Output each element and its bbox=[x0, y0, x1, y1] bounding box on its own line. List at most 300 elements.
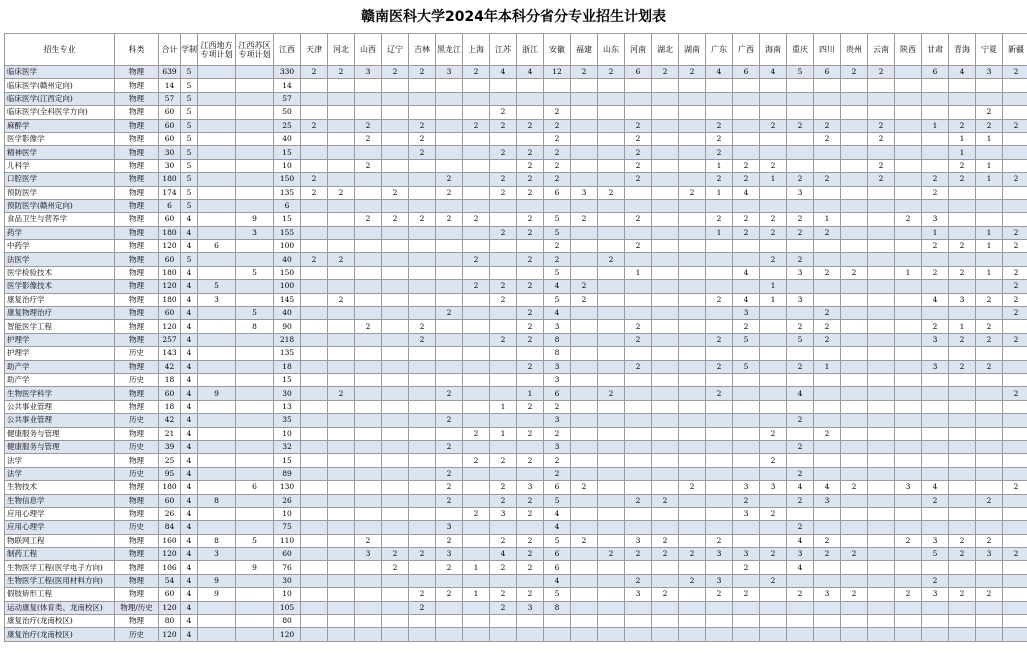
quota-cell: 3 bbox=[895, 481, 922, 494]
quota-cell: 2 bbox=[436, 561, 463, 574]
quota-cell: 2 bbox=[922, 266, 949, 279]
quota-cell bbox=[652, 119, 679, 132]
quota-cell bbox=[1003, 253, 1027, 266]
quota-cell: 60 bbox=[159, 253, 181, 266]
column-header: 江西苏区专项计划 bbox=[236, 34, 274, 66]
quota-cell bbox=[463, 494, 490, 507]
quota-cell bbox=[490, 92, 517, 105]
quota-cell bbox=[517, 467, 544, 480]
quota-cell: 2 bbox=[409, 548, 436, 561]
quota-cell bbox=[652, 414, 679, 427]
quota-cell bbox=[236, 548, 274, 561]
quota-cell: 4 bbox=[544, 507, 571, 520]
quota-cell bbox=[328, 548, 355, 561]
quota-cell bbox=[868, 199, 895, 212]
subject-category-cell: 物理 bbox=[115, 387, 159, 400]
quota-cell: 4 bbox=[181, 400, 198, 413]
quota-cell bbox=[490, 79, 517, 92]
subject-category-cell: 历史 bbox=[115, 467, 159, 480]
quota-cell bbox=[949, 186, 976, 199]
quota-cell bbox=[382, 146, 409, 159]
column-header: 学制 bbox=[181, 34, 198, 66]
table-row bbox=[5, 253, 1027, 266]
quota-cell bbox=[1003, 601, 1027, 614]
quota-cell bbox=[382, 414, 409, 427]
quota-cell: 4 bbox=[181, 414, 198, 427]
quota-cell bbox=[236, 79, 274, 92]
quota-cell bbox=[1003, 414, 1027, 427]
table-row bbox=[5, 561, 1027, 574]
quota-cell bbox=[328, 373, 355, 386]
quota-cell: 2 bbox=[949, 548, 976, 561]
quota-cell: 2 bbox=[409, 119, 436, 132]
quota-cell: 4 bbox=[922, 481, 949, 494]
subject-category-cell: 物理 bbox=[115, 199, 159, 212]
column-header: 重庆 bbox=[787, 34, 814, 66]
quota-cell bbox=[517, 266, 544, 279]
quota-cell: 2 bbox=[463, 427, 490, 440]
quota-cell: 3 bbox=[733, 481, 760, 494]
quota-cell: 1 bbox=[517, 387, 544, 400]
quota-cell: 2 bbox=[436, 440, 463, 453]
quota-cell bbox=[679, 280, 706, 293]
quota-cell: 2 bbox=[436, 213, 463, 226]
quota-cell bbox=[301, 507, 328, 520]
quota-cell: 2 bbox=[814, 132, 841, 145]
quota-cell bbox=[382, 628, 409, 641]
quota-cell: 2 bbox=[436, 467, 463, 480]
quota-cell bbox=[382, 467, 409, 480]
quota-cell: 3 bbox=[436, 521, 463, 534]
quota-cell: 3 bbox=[198, 548, 236, 561]
quota-cell bbox=[598, 146, 625, 159]
subject-category-cell: 物理 bbox=[115, 548, 159, 561]
quota-cell bbox=[706, 628, 733, 641]
quota-cell bbox=[760, 521, 787, 534]
quota-cell bbox=[463, 440, 490, 453]
quota-cell: 4 bbox=[181, 333, 198, 346]
quota-cell: 2 bbox=[814, 534, 841, 547]
major-name-cell: 助产学 bbox=[5, 373, 115, 386]
quota-cell bbox=[544, 628, 571, 641]
quota-cell bbox=[355, 240, 382, 253]
quota-cell: 330 bbox=[274, 66, 301, 79]
quota-cell bbox=[382, 615, 409, 628]
table-row bbox=[5, 615, 1027, 628]
quota-cell: 2 bbox=[760, 454, 787, 467]
quota-cell: 2 bbox=[760, 159, 787, 172]
quota-cell: 2 bbox=[301, 119, 328, 132]
quota-cell bbox=[436, 92, 463, 105]
quota-cell: 1 bbox=[949, 320, 976, 333]
table-row bbox=[5, 226, 1027, 239]
quota-cell: 2 bbox=[976, 293, 1003, 306]
quota-cell bbox=[328, 360, 355, 373]
quota-cell bbox=[517, 92, 544, 105]
quota-cell: 2 bbox=[706, 132, 733, 145]
quota-cell bbox=[198, 427, 236, 440]
quota-cell bbox=[301, 333, 328, 346]
quota-cell: 3 bbox=[544, 414, 571, 427]
quota-cell: 18 bbox=[159, 400, 181, 413]
quota-cell bbox=[409, 159, 436, 172]
quota-cell bbox=[571, 119, 598, 132]
quota-cell bbox=[949, 92, 976, 105]
quota-cell bbox=[679, 320, 706, 333]
quota-cell bbox=[868, 213, 895, 226]
quota-cell bbox=[625, 427, 652, 440]
quota-cell bbox=[236, 347, 274, 360]
quota-cell: 2 bbox=[544, 132, 571, 145]
quota-cell: 60 bbox=[159, 494, 181, 507]
quota-cell: 2 bbox=[625, 360, 652, 373]
quota-cell: 1 bbox=[922, 226, 949, 239]
subject-category-cell: 物理 bbox=[115, 293, 159, 306]
quota-cell bbox=[571, 387, 598, 400]
quota-cell: 14 bbox=[159, 79, 181, 92]
quota-cell bbox=[652, 307, 679, 320]
subject-category-cell: 历史 bbox=[115, 628, 159, 641]
quota-cell bbox=[463, 132, 490, 145]
quota-cell bbox=[301, 400, 328, 413]
quota-cell: 2 bbox=[679, 66, 706, 79]
quota-cell bbox=[841, 427, 868, 440]
quota-cell bbox=[949, 561, 976, 574]
table-row bbox=[5, 146, 1027, 159]
quota-cell bbox=[598, 226, 625, 239]
quota-cell bbox=[922, 132, 949, 145]
column-header: 云南 bbox=[868, 34, 895, 66]
quota-cell bbox=[236, 494, 274, 507]
column-header: 广西 bbox=[733, 34, 760, 66]
quota-cell bbox=[679, 400, 706, 413]
quota-cell bbox=[895, 186, 922, 199]
quota-cell bbox=[236, 92, 274, 105]
quota-cell bbox=[571, 400, 598, 413]
quota-cell bbox=[198, 253, 236, 266]
quota-cell bbox=[571, 79, 598, 92]
quota-cell bbox=[301, 588, 328, 601]
quota-cell bbox=[760, 266, 787, 279]
quota-cell: 30 bbox=[159, 146, 181, 159]
quota-cell: 40 bbox=[274, 132, 301, 145]
quota-cell bbox=[328, 226, 355, 239]
quota-cell: 89 bbox=[274, 467, 301, 480]
quota-cell: 2 bbox=[760, 253, 787, 266]
quota-cell bbox=[328, 481, 355, 494]
quota-cell: 1 bbox=[814, 213, 841, 226]
quota-cell: 4 bbox=[544, 521, 571, 534]
quota-cell: 2 bbox=[706, 293, 733, 306]
quota-cell bbox=[409, 521, 436, 534]
quota-cell bbox=[436, 266, 463, 279]
quota-cell: 3 bbox=[787, 266, 814, 279]
quota-cell bbox=[706, 253, 733, 266]
quota-cell bbox=[598, 119, 625, 132]
quota-cell: 2 bbox=[949, 333, 976, 346]
quota-cell bbox=[1003, 360, 1027, 373]
quota-cell: 40 bbox=[274, 307, 301, 320]
quota-cell: 2 bbox=[625, 574, 652, 587]
quota-cell bbox=[976, 307, 1003, 320]
quota-cell bbox=[760, 588, 787, 601]
quota-cell bbox=[841, 253, 868, 266]
quota-cell bbox=[328, 454, 355, 467]
quota-cell: 30 bbox=[274, 387, 301, 400]
quota-cell bbox=[382, 92, 409, 105]
quota-cell bbox=[598, 561, 625, 574]
quota-cell bbox=[706, 494, 733, 507]
quota-cell bbox=[706, 561, 733, 574]
quota-cell bbox=[328, 79, 355, 92]
quota-cell bbox=[625, 92, 652, 105]
quota-cell bbox=[949, 106, 976, 119]
quota-cell bbox=[463, 347, 490, 360]
quota-cell: 1 bbox=[922, 119, 949, 132]
quota-cell bbox=[841, 494, 868, 507]
quota-cell bbox=[463, 387, 490, 400]
quota-cell: 4 bbox=[181, 574, 198, 587]
quota-cell bbox=[814, 574, 841, 587]
quota-cell bbox=[571, 240, 598, 253]
quota-cell: 2 bbox=[868, 159, 895, 172]
quota-cell bbox=[868, 615, 895, 628]
quota-cell: 32 bbox=[274, 440, 301, 453]
quota-cell bbox=[652, 427, 679, 440]
quota-cell bbox=[625, 561, 652, 574]
quota-cell bbox=[198, 615, 236, 628]
quota-cell bbox=[760, 561, 787, 574]
major-name-cell: 健康服务与管理 bbox=[5, 427, 115, 440]
quota-cell bbox=[733, 387, 760, 400]
quota-cell bbox=[490, 440, 517, 453]
quota-cell bbox=[382, 427, 409, 440]
quota-cell bbox=[355, 521, 382, 534]
quota-cell: 2 bbox=[787, 213, 814, 226]
quota-cell bbox=[598, 507, 625, 520]
quota-cell bbox=[463, 106, 490, 119]
quota-cell bbox=[625, 601, 652, 614]
quota-cell: 2 bbox=[436, 186, 463, 199]
quota-cell bbox=[301, 240, 328, 253]
subject-category-cell: 历史 bbox=[115, 373, 159, 386]
quota-cell bbox=[922, 507, 949, 520]
table-row bbox=[5, 548, 1027, 561]
quota-cell bbox=[355, 307, 382, 320]
quota-cell bbox=[517, 199, 544, 212]
quota-cell: 80 bbox=[159, 615, 181, 628]
quota-cell bbox=[409, 92, 436, 105]
quota-cell: 2 bbox=[949, 588, 976, 601]
quota-cell bbox=[760, 601, 787, 614]
quota-cell bbox=[841, 628, 868, 641]
quota-cell bbox=[895, 347, 922, 360]
major-name-cell: 预防医学 bbox=[5, 186, 115, 199]
quota-cell bbox=[301, 266, 328, 279]
column-header: 浙江 bbox=[517, 34, 544, 66]
quota-cell bbox=[868, 467, 895, 480]
quota-cell bbox=[436, 628, 463, 641]
quota-cell: 2 bbox=[490, 146, 517, 159]
quota-cell bbox=[571, 588, 598, 601]
quota-cell: 4 bbox=[517, 66, 544, 79]
quota-cell: 2 bbox=[436, 588, 463, 601]
quota-cell: 25 bbox=[274, 119, 301, 132]
quota-cell bbox=[976, 574, 1003, 587]
quota-cell bbox=[679, 119, 706, 132]
quota-cell bbox=[598, 173, 625, 186]
quota-cell: 2 bbox=[814, 333, 841, 346]
table-row bbox=[5, 360, 1027, 373]
quota-cell bbox=[598, 481, 625, 494]
table-row bbox=[5, 521, 1027, 534]
quota-cell: 4 bbox=[181, 360, 198, 373]
quota-cell bbox=[679, 293, 706, 306]
quota-cell bbox=[625, 79, 652, 92]
table-row bbox=[5, 293, 1027, 306]
quota-cell bbox=[571, 347, 598, 360]
major-name-cell: 法学 bbox=[5, 467, 115, 480]
quota-cell: 14 bbox=[274, 79, 301, 92]
quota-cell: 3 bbox=[544, 373, 571, 386]
quota-cell bbox=[841, 159, 868, 172]
quota-cell bbox=[598, 414, 625, 427]
major-name-cell: 应用心理学 bbox=[5, 507, 115, 520]
quota-cell bbox=[895, 548, 922, 561]
quota-cell bbox=[409, 360, 436, 373]
quota-cell: 2 bbox=[490, 280, 517, 293]
quota-cell bbox=[814, 92, 841, 105]
quota-cell bbox=[949, 253, 976, 266]
quota-cell: 2 bbox=[436, 534, 463, 547]
quota-cell bbox=[895, 561, 922, 574]
quota-cell: 2 bbox=[1003, 280, 1027, 293]
quota-cell bbox=[328, 467, 355, 480]
quota-cell: 180 bbox=[159, 173, 181, 186]
quota-cell: 5 bbox=[787, 333, 814, 346]
quota-cell: 95 bbox=[159, 467, 181, 480]
quota-cell bbox=[814, 253, 841, 266]
table-row bbox=[5, 199, 1027, 212]
quota-cell bbox=[355, 574, 382, 587]
quota-cell bbox=[949, 307, 976, 320]
quota-cell bbox=[409, 440, 436, 453]
quota-cell: 2 bbox=[544, 467, 571, 480]
major-name-cell: 生物信息学 bbox=[5, 494, 115, 507]
column-header: 湖北 bbox=[652, 34, 679, 66]
quota-cell bbox=[409, 307, 436, 320]
quota-cell bbox=[301, 92, 328, 105]
quota-cell: 5 bbox=[181, 119, 198, 132]
quota-cell bbox=[355, 360, 382, 373]
quota-cell bbox=[328, 574, 355, 587]
major-name-cell: 生物医学科学 bbox=[5, 387, 115, 400]
quota-cell bbox=[1003, 320, 1027, 333]
quota-cell: 3 bbox=[544, 320, 571, 333]
quota-cell bbox=[652, 280, 679, 293]
quota-cell bbox=[571, 226, 598, 239]
quota-cell: 3 bbox=[949, 293, 976, 306]
quota-cell bbox=[814, 400, 841, 413]
quota-cell bbox=[1003, 454, 1027, 467]
quota-cell bbox=[841, 400, 868, 413]
quota-cell bbox=[922, 199, 949, 212]
quota-cell: 2 bbox=[355, 159, 382, 172]
quota-cell bbox=[733, 373, 760, 386]
quota-cell bbox=[198, 561, 236, 574]
quota-cell bbox=[544, 615, 571, 628]
quota-cell bbox=[841, 173, 868, 186]
quota-cell: 2 bbox=[922, 574, 949, 587]
quota-cell bbox=[328, 494, 355, 507]
quota-cell bbox=[760, 240, 787, 253]
quota-cell bbox=[598, 159, 625, 172]
quota-cell: 6 bbox=[544, 548, 571, 561]
column-header: 安徽 bbox=[544, 34, 571, 66]
column-header: 科类 bbox=[115, 34, 159, 66]
quota-cell bbox=[409, 561, 436, 574]
quota-cell bbox=[598, 574, 625, 587]
quota-cell bbox=[787, 159, 814, 172]
major-name-cell: 公共事业管理 bbox=[5, 400, 115, 413]
quota-cell bbox=[976, 400, 1003, 413]
quota-cell: 2 bbox=[787, 173, 814, 186]
quota-cell: 4 bbox=[181, 601, 198, 614]
quota-cell: 35 bbox=[274, 414, 301, 427]
quota-cell bbox=[895, 92, 922, 105]
quota-cell bbox=[652, 79, 679, 92]
quota-cell: 54 bbox=[159, 574, 181, 587]
quota-cell bbox=[787, 400, 814, 413]
quota-cell bbox=[571, 601, 598, 614]
quota-cell: 4 bbox=[706, 66, 733, 79]
quota-cell: 2 bbox=[355, 119, 382, 132]
quota-cell: 5 bbox=[181, 173, 198, 186]
quota-cell bbox=[598, 92, 625, 105]
quota-cell: 6 bbox=[544, 561, 571, 574]
quota-cell: 2 bbox=[382, 548, 409, 561]
quota-cell: 180 bbox=[159, 481, 181, 494]
quota-cell: 2 bbox=[814, 548, 841, 561]
quota-cell bbox=[814, 440, 841, 453]
quota-cell bbox=[976, 454, 1003, 467]
quota-cell: 2 bbox=[787, 360, 814, 373]
quota-cell: 15 bbox=[274, 373, 301, 386]
table-row bbox=[5, 347, 1027, 360]
quota-cell bbox=[409, 467, 436, 480]
quota-cell: 160 bbox=[159, 534, 181, 547]
quota-cell bbox=[841, 347, 868, 360]
quota-cell: 3 bbox=[814, 588, 841, 601]
quota-cell: 105 bbox=[274, 601, 301, 614]
quota-cell: 2 bbox=[409, 66, 436, 79]
quota-cell: 2 bbox=[706, 213, 733, 226]
quota-cell bbox=[625, 615, 652, 628]
quota-cell bbox=[814, 467, 841, 480]
quota-cell bbox=[733, 521, 760, 534]
quota-cell: 4 bbox=[181, 494, 198, 507]
quota-cell bbox=[463, 159, 490, 172]
quota-cell bbox=[706, 521, 733, 534]
quota-cell: 3 bbox=[236, 226, 274, 239]
quota-cell: 180 bbox=[159, 266, 181, 279]
quota-cell bbox=[355, 494, 382, 507]
quota-cell bbox=[236, 146, 274, 159]
quota-cell: 2 bbox=[490, 186, 517, 199]
quota-cell: 5 bbox=[236, 307, 274, 320]
quota-cell bbox=[841, 373, 868, 386]
quota-cell bbox=[706, 467, 733, 480]
